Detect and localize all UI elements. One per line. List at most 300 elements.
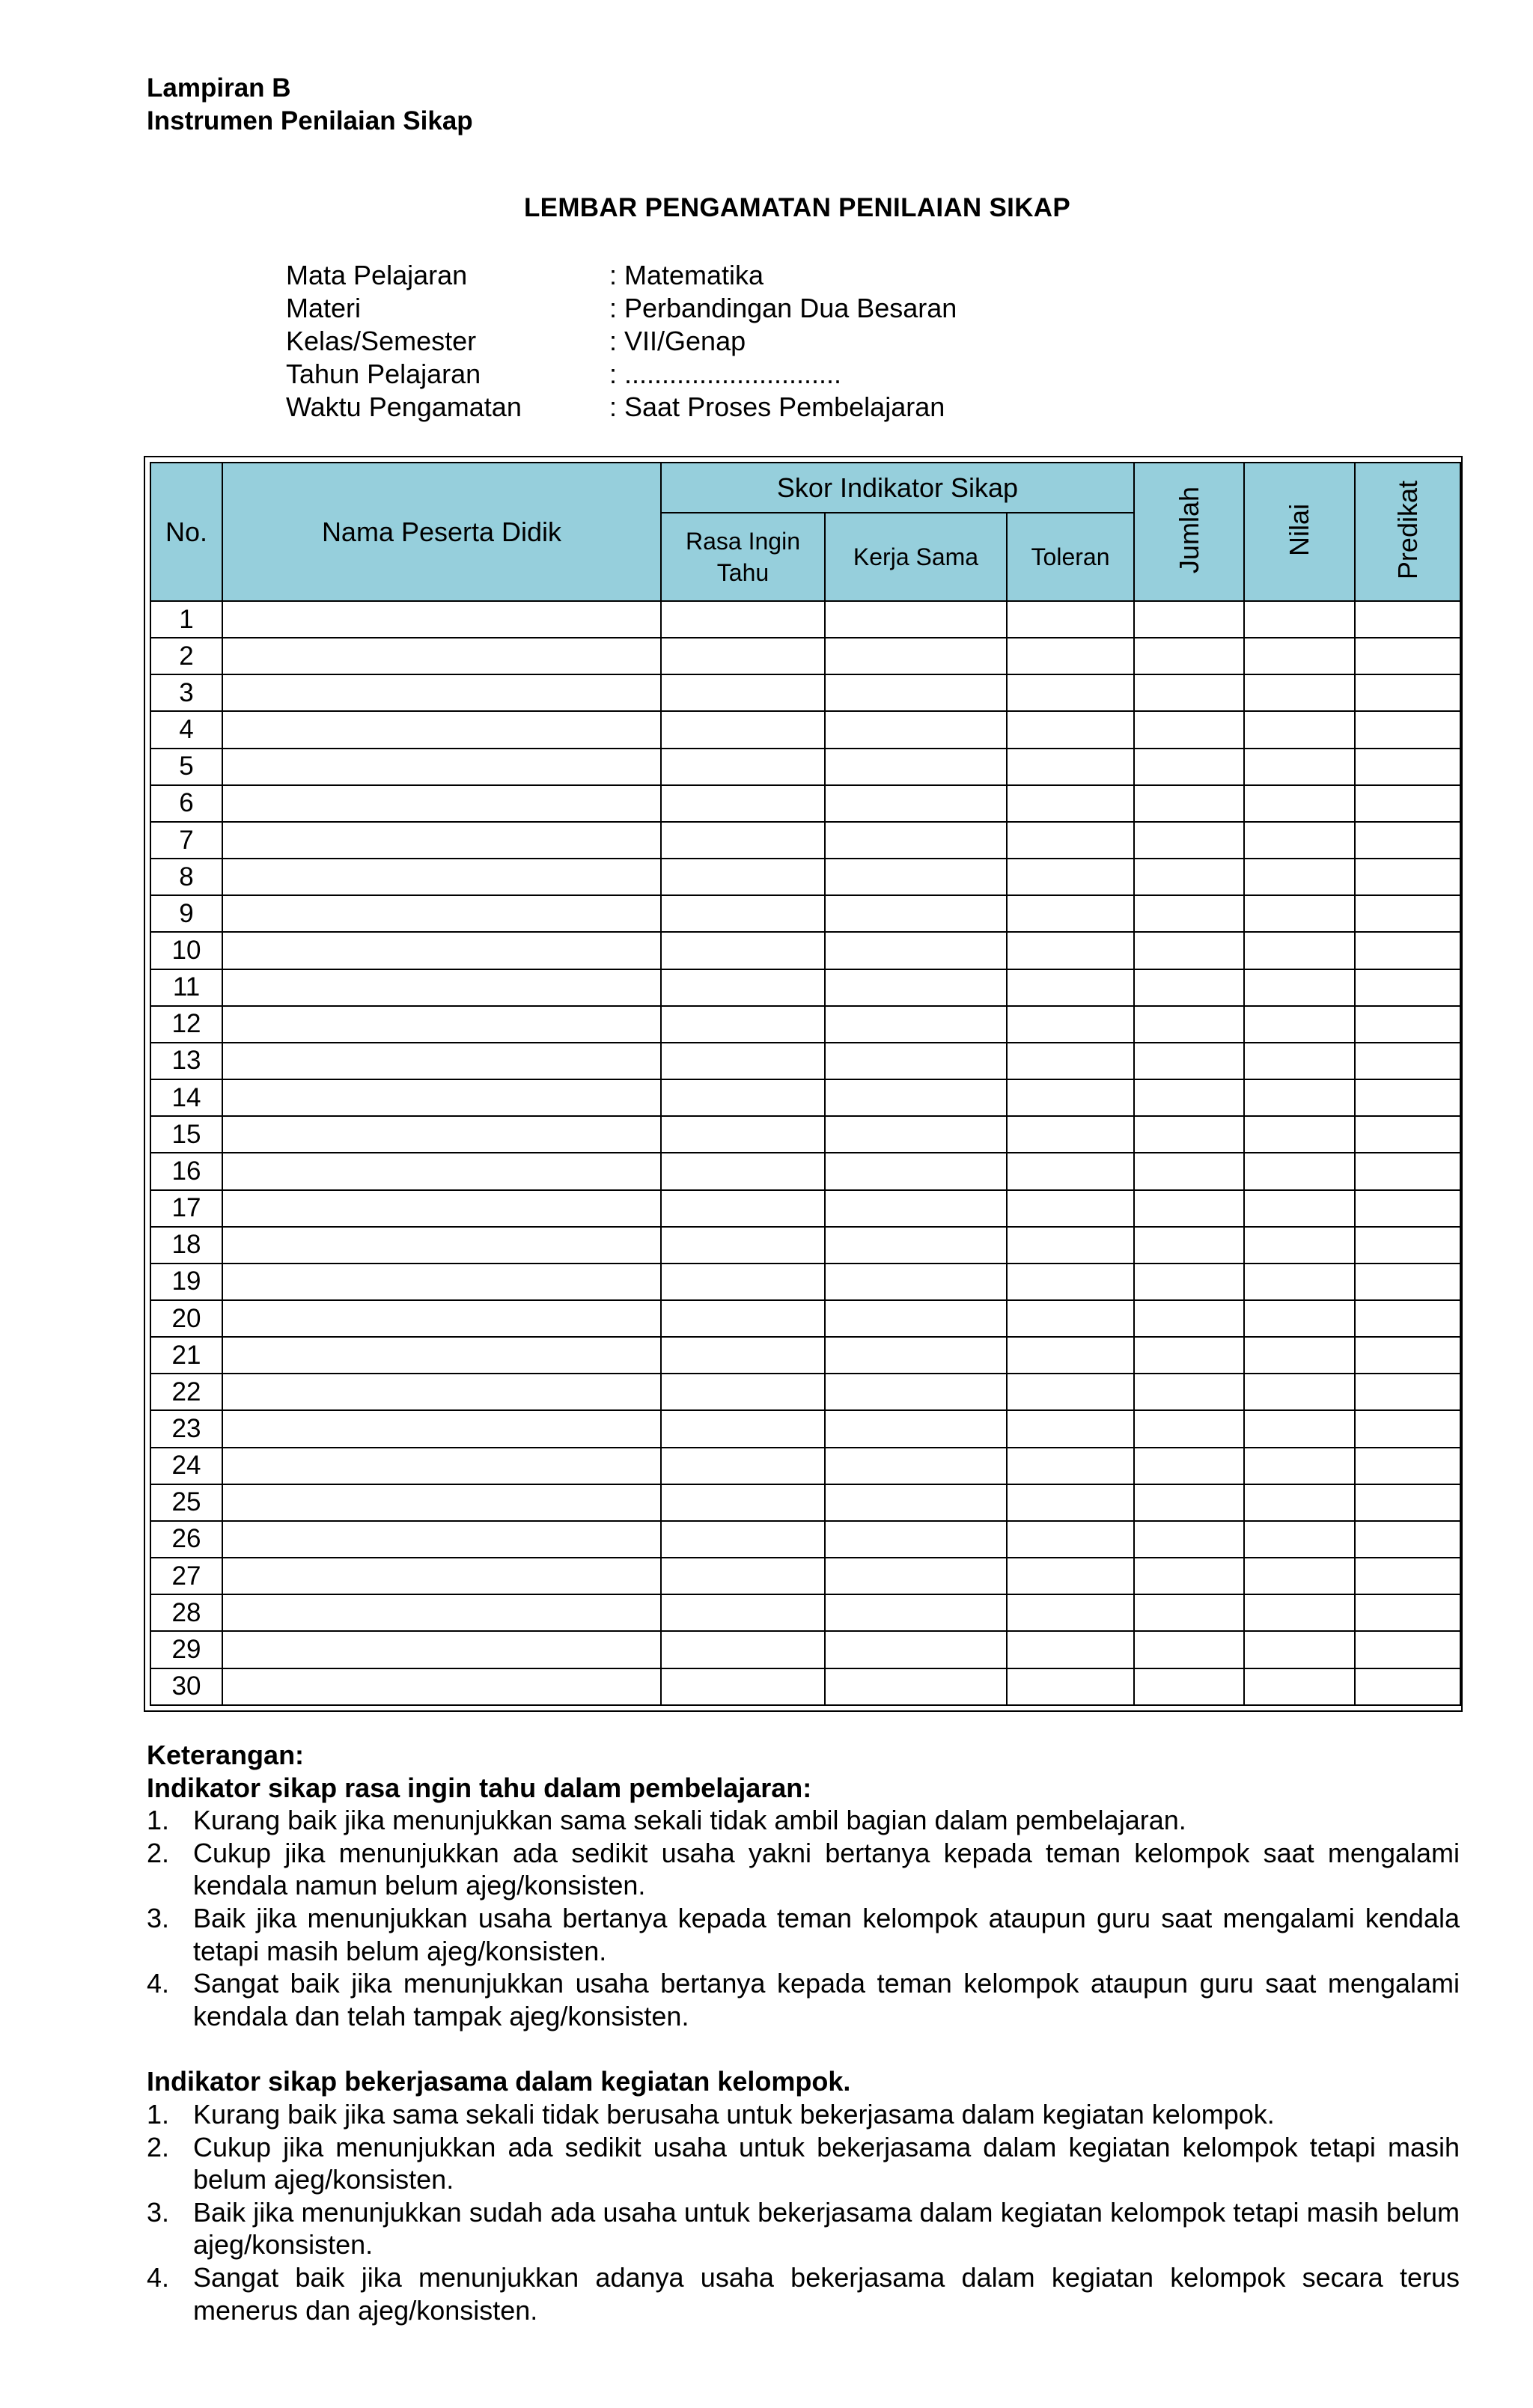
predikat-cell[interactable] — [1355, 1227, 1460, 1264]
toleran-cell[interactable] — [1007, 1300, 1134, 1337]
rasa-ingin-tahu-cell[interactable] — [661, 638, 825, 674]
kerja-sama-cell[interactable] — [825, 1116, 1007, 1153]
info-value: : Matematika — [609, 260, 764, 290]
nama-cell[interactable] — [222, 969, 661, 1006]
row-number-cell: 18 — [150, 1227, 222, 1264]
jumlah-cell[interactable] — [1134, 1484, 1244, 1521]
toleran-cell[interactable] — [1007, 1264, 1134, 1300]
rasa-ingin-tahu-cell[interactable] — [661, 1631, 825, 1668]
kerja-sama-cell[interactable] — [825, 1337, 1007, 1374]
rasa-ingin-tahu-cell[interactable] — [661, 1594, 825, 1631]
kerja-sama-cell[interactable] — [825, 1484, 1007, 1521]
table-row — [150, 895, 1460, 932]
predikat-cell[interactable] — [1355, 1153, 1460, 1189]
table-row — [150, 1264, 1460, 1300]
kerja-sama-cell[interactable] — [825, 895, 1007, 932]
rasa-ingin-tahu-cell[interactable] — [661, 822, 825, 859]
rasa-ingin-tahu-cell[interactable] — [661, 1190, 825, 1227]
rasa-ingin-tahu-cell[interactable] — [661, 1153, 825, 1189]
nilai-cell[interactable] — [1244, 1558, 1355, 1594]
nama-cell[interactable] — [222, 822, 661, 859]
table-row — [150, 1153, 1460, 1189]
list-item — [147, 2098, 1460, 2131]
nilai-cell[interactable] — [1244, 859, 1355, 895]
table-row — [150, 1300, 1460, 1337]
kerja-sama-cell[interactable] — [825, 601, 1007, 638]
row-number-cell: 10 — [150, 932, 222, 969]
table-row — [150, 1374, 1460, 1410]
nama-cell[interactable] — [222, 1521, 661, 1558]
toleran-cell[interactable] — [1007, 1558, 1134, 1594]
nilai-cell[interactable] — [1244, 1668, 1355, 1705]
predikat-cell[interactable] — [1355, 711, 1460, 748]
table-body — [150, 601, 1460, 1705]
col-header-jumlah-label: Jumlah — [1173, 486, 1204, 574]
list-item — [147, 1837, 1460, 1902]
row-number-cell: 25 — [150, 1484, 222, 1521]
nama-cell[interactable] — [222, 1153, 661, 1189]
nilai-cell[interactable] — [1244, 1484, 1355, 1521]
nilai-cell[interactable] — [1244, 1300, 1355, 1337]
table-row — [150, 1190, 1460, 1227]
jumlah-cell[interactable] — [1134, 969, 1244, 1006]
row-number-cell: 19 — [150, 1264, 222, 1300]
toleran-cell[interactable] — [1007, 1337, 1134, 1374]
nama-cell[interactable] — [222, 1337, 661, 1374]
jumlah-cell[interactable] — [1134, 1300, 1244, 1337]
kerja-sama-cell[interactable] — [825, 1006, 1007, 1043]
kerja-sama-cell[interactable] — [825, 674, 1007, 711]
nama-cell[interactable] — [222, 895, 661, 932]
predikat-cell[interactable] — [1355, 969, 1460, 1006]
nilai-cell[interactable] — [1244, 1190, 1355, 1227]
jumlah-cell[interactable] — [1134, 1116, 1244, 1153]
row-number-cell: 23 — [150, 1410, 222, 1447]
rasa-ingin-tahu-cell[interactable] — [661, 1264, 825, 1300]
kerja-sama-cell[interactable] — [825, 859, 1007, 895]
rasa-ingin-tahu-cell[interactable] — [661, 1300, 825, 1337]
jumlah-cell[interactable] — [1134, 785, 1244, 822]
nilai-cell[interactable] — [1244, 785, 1355, 822]
toleran-cell[interactable] — [1007, 932, 1134, 969]
toleran-cell[interactable] — [1007, 1116, 1134, 1153]
table-row — [150, 1006, 1460, 1043]
table-row — [150, 1484, 1460, 1521]
col-header-skor-group: Skor Indikator Sikap — [661, 463, 1134, 513]
nama-cell[interactable] — [222, 711, 661, 748]
kerja-sama-cell[interactable] — [825, 1521, 1007, 1558]
toleran-cell[interactable] — [1007, 859, 1134, 895]
rasa-ingin-tahu-cell[interactable] — [661, 969, 825, 1006]
kerja-sama-cell[interactable] — [825, 1079, 1007, 1116]
nilai-cell[interactable] — [1244, 1521, 1355, 1558]
kerja-sama-cell[interactable] — [825, 1374, 1007, 1410]
nilai-cell[interactable] — [1244, 601, 1355, 638]
list-item — [147, 1804, 1460, 1837]
nama-cell[interactable] — [222, 1264, 661, 1300]
row-number-cell: 4 — [150, 711, 222, 748]
kerja-sama-cell[interactable] — [825, 749, 1007, 785]
rasa-ingin-tahu-cell[interactable] — [661, 749, 825, 785]
nilai-cell[interactable] — [1244, 895, 1355, 932]
rasa-ingin-tahu-cell[interactable] — [661, 1374, 825, 1410]
jumlah-cell[interactable] — [1134, 1410, 1244, 1447]
rasa-ingin-tahu-cell[interactable] — [661, 1227, 825, 1264]
rasa-ingin-tahu-cell[interactable] — [661, 1116, 825, 1153]
section1-list — [147, 1804, 1460, 2032]
list-item-text: Sangat baik jika menunjukkan usaha bertanya kepada teman kelompok ataupun guru saat mengalami kendala dan telah tampak ajeg/konsisten. — [193, 1968, 1460, 2031]
rasa-ingin-tahu-cell[interactable] — [661, 785, 825, 822]
rasa-ingin-tahu-cell[interactable] — [661, 1079, 825, 1116]
info-label: Kelas/Semester — [286, 326, 477, 356]
predikat-cell[interactable] — [1355, 1558, 1460, 1594]
jumlah-cell[interactable] — [1134, 1448, 1244, 1484]
predikat-cell[interactable] — [1355, 1006, 1460, 1043]
list-item-text: Kurang baik jika menunjukkan sama sekali tidak ambil bagian dalam pembelajaran. — [193, 1805, 1186, 1836]
row-number-cell: 3 — [150, 674, 222, 711]
rasa-ingin-tahu-cell[interactable] — [661, 1484, 825, 1521]
table-row — [150, 859, 1460, 895]
row-number-cell: 21 — [150, 1337, 222, 1374]
toleran-cell[interactable] — [1007, 785, 1134, 822]
table-row — [150, 1116, 1460, 1153]
row-number-cell: 15 — [150, 1116, 222, 1153]
predikat-cell[interactable] — [1355, 785, 1460, 822]
jumlah-cell[interactable] — [1134, 1043, 1244, 1079]
predikat-cell[interactable] — [1355, 932, 1460, 969]
predikat-cell[interactable] — [1355, 822, 1460, 859]
jumlah-cell[interactable] — [1134, 1668, 1244, 1705]
table-row — [150, 674, 1460, 711]
jumlah-cell[interactable] — [1134, 674, 1244, 711]
toleran-cell[interactable] — [1007, 601, 1134, 638]
predikat-cell[interactable] — [1355, 1484, 1460, 1521]
table-row — [150, 1594, 1460, 1631]
assessment-table — [150, 462, 1461, 1706]
jumlah-cell[interactable] — [1134, 822, 1244, 859]
row-number-cell: 24 — [150, 1448, 222, 1484]
toleran-cell[interactable] — [1007, 1374, 1134, 1410]
nama-cell[interactable] — [222, 932, 661, 969]
kerja-sama-cell[interactable] — [825, 1594, 1007, 1631]
jumlah-cell[interactable] — [1134, 859, 1244, 895]
row-number-cell: 20 — [150, 1300, 222, 1337]
nilai-cell[interactable] — [1244, 932, 1355, 969]
kerja-sama-cell[interactable] — [825, 932, 1007, 969]
nama-cell[interactable] — [222, 638, 661, 674]
kerja-sama-cell[interactable] — [825, 1410, 1007, 1447]
list-item — [147, 1902, 1460, 1967]
nama-cell[interactable] — [222, 1558, 661, 1594]
predikat-cell[interactable] — [1355, 1079, 1460, 1116]
notes-heading: Keterangan: — [147, 1740, 305, 1770]
jumlah-cell[interactable] — [1134, 601, 1244, 638]
list-item-number: 2. — [147, 2131, 170, 2162]
toleran-cell[interactable] — [1007, 1631, 1134, 1668]
nilai-cell[interactable] — [1244, 674, 1355, 711]
nilai-cell[interactable] — [1244, 1079, 1355, 1116]
info-row — [286, 391, 957, 424]
predikat-cell[interactable] — [1355, 674, 1460, 711]
table-row — [150, 1227, 1460, 1264]
jumlah-cell[interactable] — [1134, 1227, 1244, 1264]
predikat-cell[interactable] — [1355, 1410, 1460, 1447]
nilai-cell[interactable] — [1244, 1006, 1355, 1043]
kerja-sama-cell[interactable] — [825, 711, 1007, 748]
rasa-ingin-tahu-cell[interactable] — [661, 711, 825, 748]
toleran-cell[interactable] — [1007, 895, 1134, 932]
nama-cell[interactable] — [222, 1006, 661, 1043]
toleran-cell[interactable] — [1007, 674, 1134, 711]
table-row — [150, 785, 1460, 822]
rasa-ingin-tahu-cell[interactable] — [661, 1558, 825, 1594]
row-number-cell: 30 — [150, 1668, 222, 1705]
col-header-rasa-line2: Tahu — [716, 559, 769, 586]
jumlah-cell[interactable] — [1134, 1190, 1244, 1227]
info-row — [286, 325, 957, 358]
kerja-sama-cell[interactable] — [825, 1631, 1007, 1668]
kerja-sama-cell[interactable] — [825, 1448, 1007, 1484]
rasa-ingin-tahu-cell[interactable] — [661, 1410, 825, 1447]
rasa-ingin-tahu-cell[interactable] — [661, 1668, 825, 1705]
list-item — [147, 2131, 1460, 2196]
rasa-ingin-tahu-cell[interactable] — [661, 601, 825, 638]
jumlah-cell[interactable] — [1134, 1594, 1244, 1631]
table-row — [150, 638, 1460, 674]
nama-cell[interactable] — [222, 674, 661, 711]
row-number-cell: 16 — [150, 1153, 222, 1189]
nilai-cell[interactable] — [1244, 638, 1355, 674]
nilai-cell[interactable] — [1244, 1227, 1355, 1264]
predikat-cell[interactable] — [1355, 859, 1460, 895]
col-header-nama: Nama Peserta Didik — [222, 463, 661, 601]
toleran-cell[interactable] — [1007, 969, 1134, 1006]
table-row — [150, 1079, 1460, 1116]
predikat-cell[interactable] — [1355, 638, 1460, 674]
kerja-sama-cell[interactable] — [825, 1300, 1007, 1337]
toleran-cell[interactable] — [1007, 1448, 1134, 1484]
toleran-cell[interactable] — [1007, 1521, 1134, 1558]
info-label: Materi — [286, 293, 362, 323]
toleran-cell[interactable] — [1007, 1043, 1134, 1079]
predikat-cell[interactable] — [1355, 1374, 1460, 1410]
jumlah-cell[interactable] — [1134, 1521, 1244, 1558]
appendix-header — [147, 72, 473, 138]
toleran-cell[interactable] — [1007, 1079, 1134, 1116]
predikat-cell[interactable] — [1355, 1668, 1460, 1705]
col-header-nilai — [1244, 463, 1355, 601]
rasa-ingin-tahu-cell[interactable] — [661, 1337, 825, 1374]
rasa-ingin-tahu-cell[interactable] — [661, 859, 825, 895]
predikat-cell[interactable] — [1355, 895, 1460, 932]
predikat-cell[interactable] — [1355, 1264, 1460, 1300]
kerja-sama-cell[interactable] — [825, 1264, 1007, 1300]
list-item-text: Kurang baik jika sama sekali tidak berusaha untuk bekerjasama dalam kegiatan kelompok. — [193, 2098, 1275, 2130]
row-number-cell: 12 — [150, 1006, 222, 1043]
row-number-cell: 8 — [150, 859, 222, 895]
toleran-cell[interactable] — [1007, 749, 1134, 785]
section2-title: Indikator sikap bekerjasama dalam kegiatan kelompok. — [147, 2066, 851, 2097]
nama-cell[interactable] — [222, 1190, 661, 1227]
nama-cell[interactable] — [222, 749, 661, 785]
predikat-cell[interactable] — [1355, 1448, 1460, 1484]
nilai-cell[interactable] — [1244, 1374, 1355, 1410]
list-item — [147, 2261, 1460, 2326]
row-number-cell: 13 — [150, 1043, 222, 1079]
jumlah-cell[interactable] — [1134, 1631, 1244, 1668]
nilai-cell[interactable] — [1244, 1116, 1355, 1153]
kerja-sama-cell[interactable] — [825, 1558, 1007, 1594]
col-header-rasa-ingin-tahu — [661, 513, 825, 601]
toleran-cell[interactable] — [1007, 1227, 1134, 1264]
row-number-cell: 14 — [150, 1079, 222, 1116]
kerja-sama-cell[interactable] — [825, 1043, 1007, 1079]
toleran-cell[interactable] — [1007, 1484, 1134, 1521]
nama-cell[interactable] — [222, 1410, 661, 1447]
col-header-nilai-label: Nilai — [1284, 503, 1315, 556]
section1-title: Indikator sikap rasa ingin tahu dalam pembelajaran: — [147, 1772, 812, 1803]
toleran-cell[interactable] — [1007, 711, 1134, 748]
nilai-cell[interactable] — [1244, 1594, 1355, 1631]
nama-cell[interactable] — [222, 1043, 661, 1079]
jumlah-cell[interactable] — [1134, 638, 1244, 674]
info-value: : Perbandingan Dua Besaran — [609, 293, 957, 323]
nilai-cell[interactable] — [1244, 711, 1355, 748]
nama-cell[interactable] — [222, 1227, 661, 1264]
row-number-cell: 11 — [150, 969, 222, 1006]
toleran-cell[interactable] — [1007, 638, 1134, 674]
nilai-cell[interactable] — [1244, 1264, 1355, 1300]
jumlah-cell[interactable] — [1134, 1006, 1244, 1043]
spacer — [147, 2032, 1460, 2065]
list-item-number: 4. — [147, 1968, 170, 1999]
table-row — [150, 1668, 1460, 1705]
rasa-ingin-tahu-cell[interactable] — [661, 1043, 825, 1079]
list-item-number: 4. — [147, 2261, 170, 2293]
toleran-cell[interactable] — [1007, 1190, 1134, 1227]
list-item-number: 3. — [147, 1902, 170, 1933]
nama-cell[interactable] — [222, 1668, 661, 1705]
kerja-sama-cell[interactable] — [825, 969, 1007, 1006]
nilai-cell[interactable] — [1244, 749, 1355, 785]
nilai-cell[interactable] — [1244, 1448, 1355, 1484]
predikat-cell[interactable] — [1355, 1631, 1460, 1668]
toleran-cell[interactable] — [1007, 1153, 1134, 1189]
nilai-cell[interactable] — [1244, 969, 1355, 1006]
info-row — [286, 259, 957, 292]
nama-cell[interactable] — [222, 601, 661, 638]
predikat-cell[interactable] — [1355, 1116, 1460, 1153]
table-row — [150, 969, 1460, 1006]
jumlah-cell[interactable] — [1134, 1079, 1244, 1116]
predikat-cell[interactable] — [1355, 1337, 1460, 1374]
row-number-cell: 7 — [150, 822, 222, 859]
predikat-cell[interactable] — [1355, 601, 1460, 638]
nama-cell[interactable] — [222, 785, 661, 822]
kerja-sama-cell[interactable] — [825, 1190, 1007, 1227]
kerja-sama-cell[interactable] — [825, 1668, 1007, 1705]
info-label: Tahun Pelajaran — [286, 359, 481, 389]
col-header-no: No. — [150, 463, 222, 601]
toleran-cell[interactable] — [1007, 1668, 1134, 1705]
predikat-cell[interactable] — [1355, 1594, 1460, 1631]
table-row — [150, 711, 1460, 748]
predikat-cell[interactable] — [1355, 749, 1460, 785]
jumlah-cell[interactable] — [1134, 1337, 1244, 1374]
list-item — [147, 1967, 1460, 2032]
nama-cell[interactable] — [222, 1079, 661, 1116]
jumlah-cell[interactable] — [1134, 749, 1244, 785]
jumlah-cell[interactable] — [1134, 932, 1244, 969]
nilai-cell[interactable] — [1244, 1043, 1355, 1079]
predikat-cell[interactable] — [1355, 1043, 1460, 1079]
list-item-text: Baik jika menunjukkan usaha bertanya kepada teman kelompok ataupun guru saat mengalami kendala tetapi masih belum ajeg/konsisten. — [193, 1902, 1460, 1966]
kerja-sama-cell[interactable] — [825, 638, 1007, 674]
jumlah-cell[interactable] — [1134, 895, 1244, 932]
table-row — [150, 601, 1460, 638]
toleran-cell[interactable] — [1007, 1594, 1134, 1631]
nilai-cell[interactable] — [1244, 1337, 1355, 1374]
info-value: : VII/Genap — [609, 326, 746, 356]
toleran-cell[interactable] — [1007, 1006, 1134, 1043]
jumlah-cell[interactable] — [1134, 1264, 1244, 1300]
rasa-ingin-tahu-cell[interactable] — [661, 895, 825, 932]
row-number-cell: 1 — [150, 601, 222, 638]
rasa-ingin-tahu-cell[interactable] — [661, 1521, 825, 1558]
nama-cell[interactable] — [222, 1448, 661, 1484]
nama-cell[interactable] — [222, 859, 661, 895]
row-number-cell: 17 — [150, 1190, 222, 1227]
kerja-sama-cell[interactable] — [825, 822, 1007, 859]
rasa-ingin-tahu-cell[interactable] — [661, 1006, 825, 1043]
jumlah-cell[interactable] — [1134, 1153, 1244, 1189]
nilai-cell[interactable] — [1244, 1410, 1355, 1447]
jumlah-cell[interactable] — [1134, 711, 1244, 748]
predikat-cell[interactable] — [1355, 1521, 1460, 1558]
nilai-cell[interactable] — [1244, 1153, 1355, 1189]
table-row — [150, 1043, 1460, 1079]
kerja-sama-cell[interactable] — [825, 1153, 1007, 1189]
nilai-cell[interactable] — [1244, 822, 1355, 859]
nama-cell[interactable] — [222, 1484, 661, 1521]
list-item-text: Cukup jika menunjukkan ada sedikit usaha yakni bertanya kepada teman kelompok saat mengalami kendala namun belum ajeg/konsisten. — [193, 1837, 1460, 1901]
predikat-cell[interactable] — [1355, 1300, 1460, 1337]
kerja-sama-cell[interactable] — [825, 785, 1007, 822]
table-row — [150, 1521, 1460, 1558]
nama-cell[interactable] — [222, 1631, 661, 1668]
nilai-cell[interactable] — [1244, 1631, 1355, 1668]
nama-cell[interactable] — [222, 1116, 661, 1153]
nama-cell[interactable] — [222, 1374, 661, 1410]
nama-cell[interactable] — [222, 1594, 661, 1631]
kerja-sama-cell[interactable] — [825, 1227, 1007, 1264]
info-value: : Saat Proses Pembelajaran — [609, 391, 945, 422]
col-header-kerja-sama: Kerja Sama — [825, 513, 1007, 601]
section2-list — [147, 2098, 1460, 2326]
jumlah-cell[interactable] — [1134, 1558, 1244, 1594]
col-header-jumlah — [1134, 463, 1244, 601]
nama-cell[interactable] — [222, 1300, 661, 1337]
rasa-ingin-tahu-cell[interactable] — [661, 1448, 825, 1484]
rasa-ingin-tahu-cell[interactable] — [661, 932, 825, 969]
row-number-cell: 2 — [150, 638, 222, 674]
toleran-cell[interactable] — [1007, 822, 1134, 859]
list-item-number: 1. — [147, 2098, 170, 2130]
rasa-ingin-tahu-cell[interactable] — [661, 674, 825, 711]
jumlah-cell[interactable] — [1134, 1374, 1244, 1410]
predikat-cell[interactable] — [1355, 1190, 1460, 1227]
toleran-cell[interactable] — [1007, 1410, 1134, 1447]
